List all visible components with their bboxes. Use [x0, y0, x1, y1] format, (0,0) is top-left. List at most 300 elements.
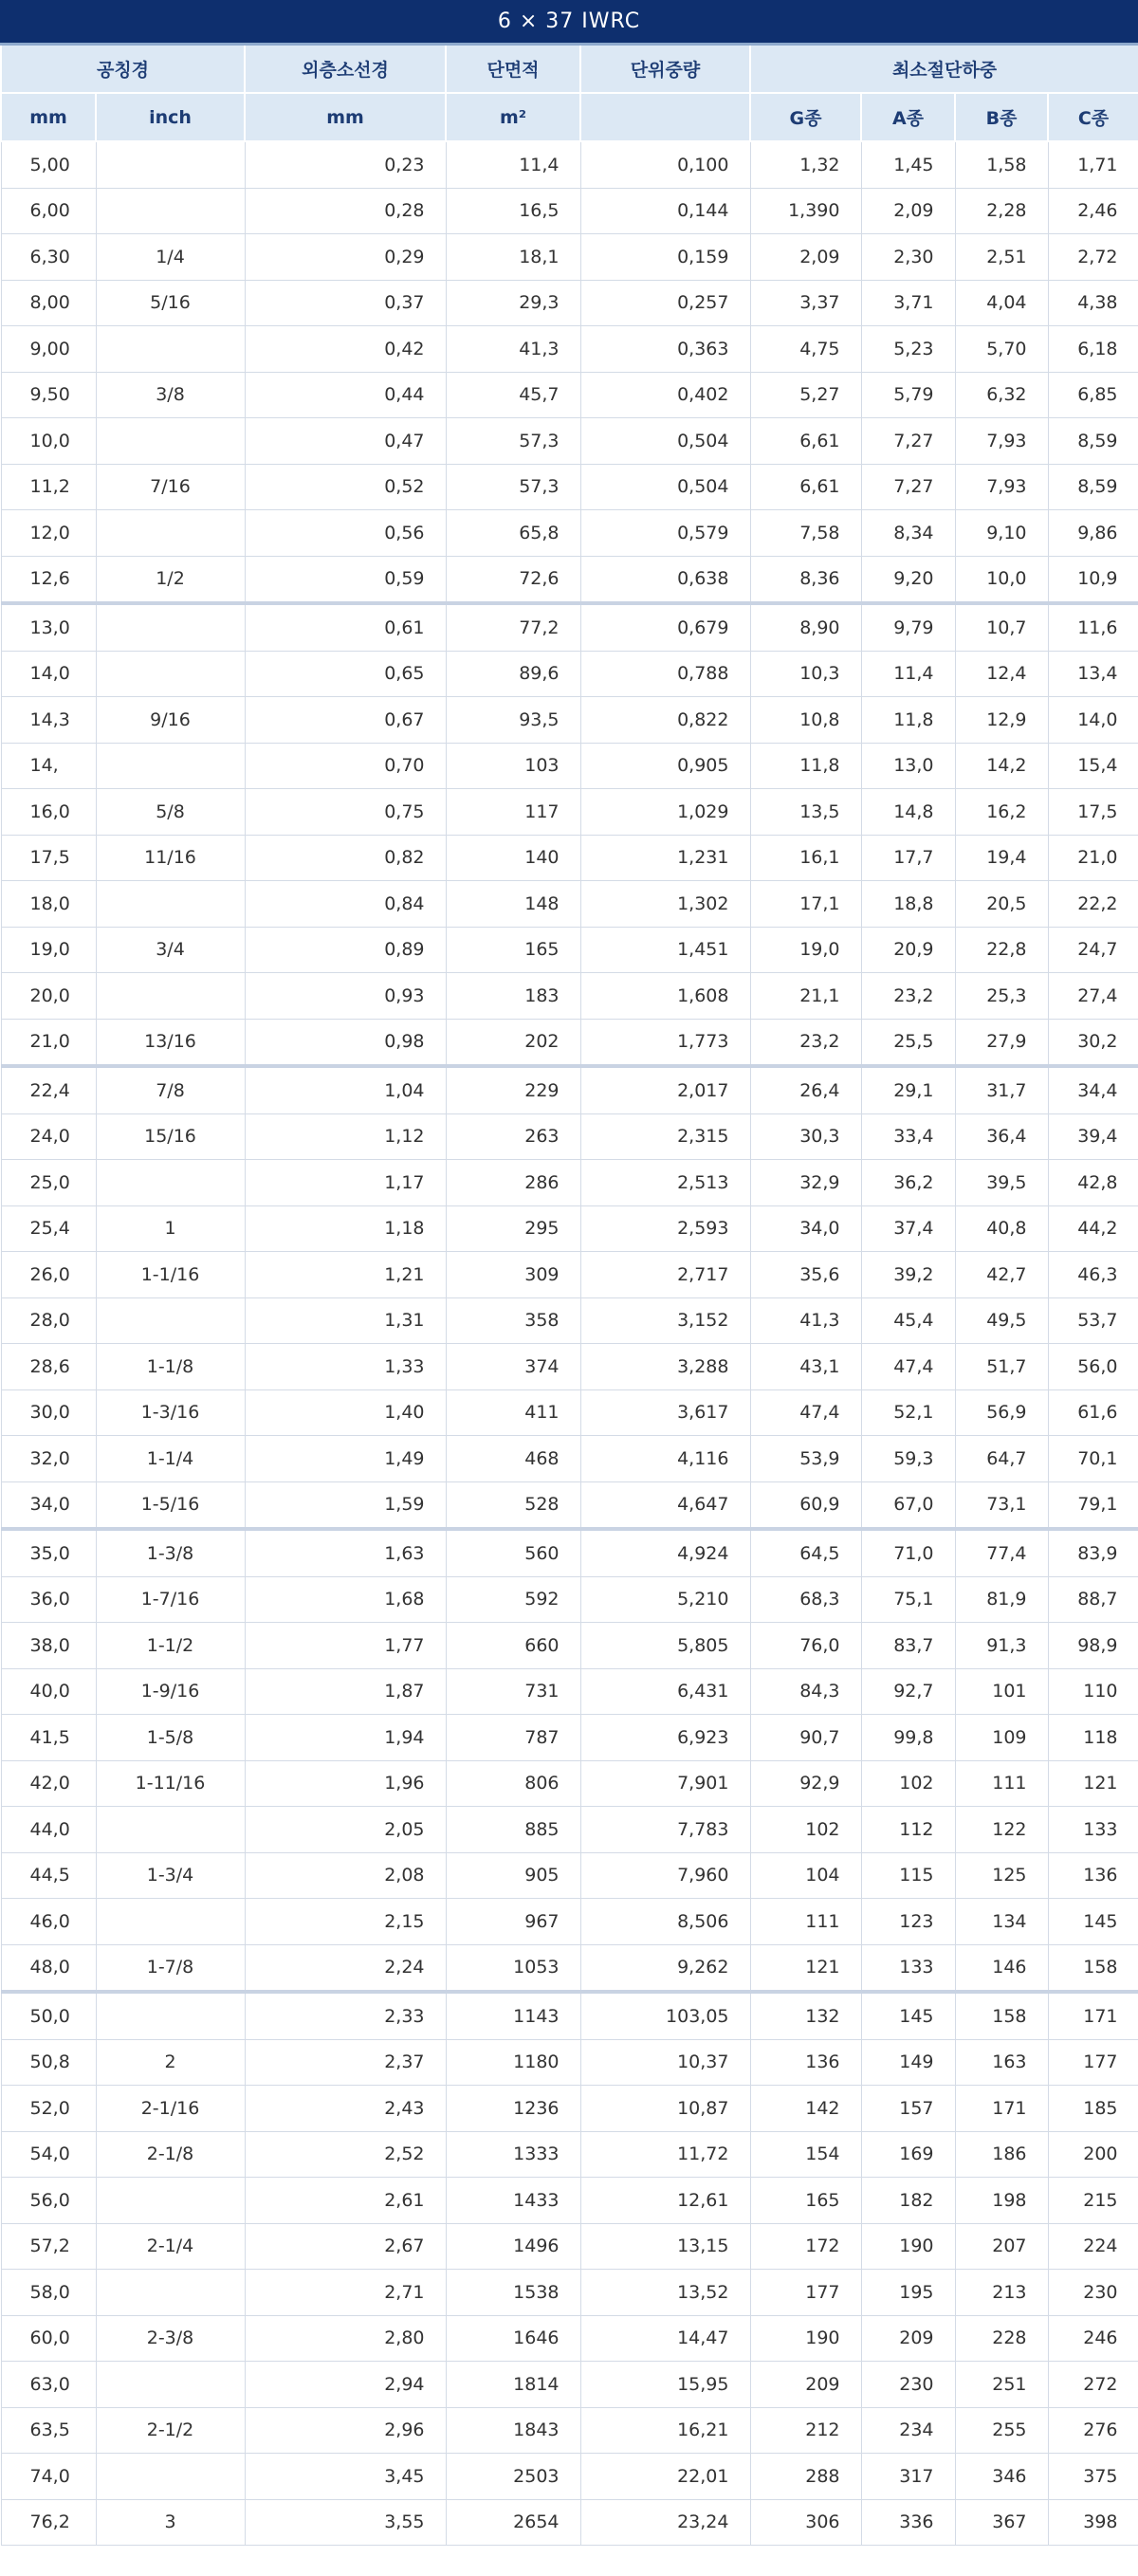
cell-nominal-inch	[96, 510, 245, 557]
cell-load-a: 123	[861, 1899, 955, 1945]
cell-nominal-mm: 28,0	[1, 1297, 96, 1344]
cell-load-b: 40,8	[955, 1205, 1048, 1252]
table-row	[1, 510, 1138, 557]
cell-load-c: 8,59	[1048, 418, 1138, 465]
cell-load-a: 23,2	[861, 973, 955, 1020]
cell-nominal-mm: 10,0	[1, 418, 96, 465]
cell-unit-weight: 2,717	[580, 1252, 750, 1298]
cell-load-b: 12,9	[955, 697, 1048, 744]
cell-load-c: 17,5	[1048, 789, 1138, 836]
cell-nominal-inch	[96, 326, 245, 373]
cell-load-b: 91,3	[955, 1623, 1048, 1669]
cell-wire-diameter: 0,42	[245, 326, 446, 373]
cell-unit-weight: 7,960	[580, 1852, 750, 1899]
cell-nominal-mm: 46,0	[1, 1899, 96, 1945]
cell-load-c: 6,18	[1048, 326, 1138, 373]
table-body	[1, 141, 1138, 2546]
cell-load-b: 73,1	[955, 1481, 1048, 1529]
cell-wire-diameter: 2,15	[245, 1899, 446, 1945]
cell-load-g: 8,36	[750, 556, 861, 603]
table-row	[1, 1992, 1138, 2039]
cell-load-b: 134	[955, 1899, 1048, 1945]
table-row	[1, 1576, 1138, 1623]
cell-load-b: 146	[955, 1944, 1048, 1992]
cell-nominal-mm: 12,6	[1, 556, 96, 603]
cell-load-g: 1,32	[750, 141, 861, 188]
cell-nominal-mm: 57,2	[1, 2223, 96, 2270]
cell-load-c: 13,4	[1048, 651, 1138, 697]
cell-nominal-mm: 11,2	[1, 464, 96, 510]
cell-wire-diameter: 2,67	[245, 2223, 446, 2270]
cell-nominal-mm: 34,0	[1, 1481, 96, 1529]
cell-wire-diameter: 0,65	[245, 651, 446, 697]
cell-load-b: 49,5	[955, 1297, 1048, 1344]
table-row	[1, 418, 1138, 465]
cell-nominal-mm: 28,6	[1, 1344, 96, 1390]
table-row	[1, 2270, 1138, 2316]
cell-load-c: 56,0	[1048, 1344, 1138, 1390]
cell-unit-weight: 1,302	[580, 881, 750, 928]
cell-wire-diameter: 2,33	[245, 1992, 446, 2039]
cell-load-a: 33,4	[861, 1113, 955, 1160]
cell-unit-weight: 0,579	[580, 510, 750, 557]
cell-load-b: 163	[955, 2039, 1048, 2086]
cell-load-a: 47,4	[861, 1344, 955, 1390]
cell-load-c: 27,4	[1048, 973, 1138, 1020]
cell-load-g: 111	[750, 1899, 861, 1945]
cell-wire-diameter: 0,47	[245, 418, 446, 465]
cell-load-c: 145	[1048, 1899, 1138, 1945]
cell-unit-weight: 1,231	[580, 835, 750, 881]
cell-load-b: 4,04	[955, 280, 1048, 326]
cell-wire-diameter: 0,70	[245, 743, 446, 789]
header-sub-grade-b: B종	[955, 93, 1048, 141]
cell-area: 1333	[446, 2131, 580, 2178]
cell-load-a: 11,8	[861, 697, 955, 744]
table-row	[1, 927, 1138, 973]
cell-nominal-inch: 1-5/16	[96, 1481, 245, 1529]
cell-area: 11,4	[446, 141, 580, 188]
cell-load-c: 39,4	[1048, 1113, 1138, 1160]
cell-load-a: 190	[861, 2223, 955, 2270]
cell-load-g: 7,58	[750, 510, 861, 557]
cell-wire-diameter: 2,05	[245, 1807, 446, 1853]
cell-nominal-inch	[96, 881, 245, 928]
cell-load-b: 6,32	[955, 372, 1048, 418]
cell-wire-diameter: 1,68	[245, 1576, 446, 1623]
cell-nominal-inch: 1-1/2	[96, 1623, 245, 1669]
cell-wire-diameter: 2,94	[245, 2362, 446, 2408]
table-row	[1, 326, 1138, 373]
cell-wire-diameter: 3,45	[245, 2454, 446, 2500]
cell-load-c: 177	[1048, 2039, 1138, 2086]
table-row	[1, 743, 1138, 789]
cell-load-g: 32,9	[750, 1160, 861, 1206]
cell-load-a: 317	[861, 2454, 955, 2500]
cell-area: 41,3	[446, 326, 580, 373]
cell-wire-diameter: 1,21	[245, 1252, 446, 1298]
cell-load-c: 24,7	[1048, 927, 1138, 973]
table-row	[1, 1344, 1138, 1390]
cell-wire-diameter: 1,77	[245, 1623, 446, 1669]
cell-nominal-inch	[96, 1992, 245, 2039]
cell-load-b: 64,7	[955, 1436, 1048, 1482]
cell-area: 905	[446, 1852, 580, 1899]
cell-wire-diameter: 0,29	[245, 234, 446, 281]
cell-load-g: 288	[750, 2454, 861, 2500]
cell-area: 1814	[446, 2362, 580, 2408]
table-row	[1, 1066, 1138, 1113]
cell-area: 103	[446, 743, 580, 789]
cell-load-a: 1,45	[861, 141, 955, 188]
cell-wire-diameter: 1,31	[245, 1297, 446, 1344]
cell-load-a: 5,23	[861, 326, 955, 373]
cell-load-g: 60,9	[750, 1481, 861, 1529]
cell-nominal-mm: 24,0	[1, 1113, 96, 1160]
cell-load-a: 336	[861, 2499, 955, 2546]
cell-unit-weight: 12,61	[580, 2178, 750, 2224]
table-row	[1, 1205, 1138, 1252]
cell-nominal-mm: 14,0	[1, 651, 96, 697]
cell-nominal-mm: 54,0	[1, 2131, 96, 2178]
cell-load-g: 306	[750, 2499, 861, 2546]
cell-unit-weight: 15,95	[580, 2362, 750, 2408]
table-row	[1, 651, 1138, 697]
cell-wire-diameter: 1,63	[245, 1529, 446, 1576]
cell-area: 16,5	[446, 188, 580, 234]
cell-load-g: 104	[750, 1852, 861, 1899]
cell-unit-weight: 22,01	[580, 2454, 750, 2500]
cell-nominal-mm: 40,0	[1, 1668, 96, 1715]
cell-area: 411	[446, 1389, 580, 1436]
cell-load-b: 125	[955, 1852, 1048, 1899]
cell-load-a: 83,7	[861, 1623, 955, 1669]
cell-load-c: 171	[1048, 1992, 1138, 2039]
table-row	[1, 2315, 1138, 2362]
cell-load-c: 4,38	[1048, 280, 1138, 326]
cell-nominal-inch: 1-1/8	[96, 1344, 245, 1390]
cell-area: 183	[446, 973, 580, 1020]
table-row	[1, 1760, 1138, 1807]
cell-nominal-inch	[96, 141, 245, 188]
cell-wire-diameter: 0,37	[245, 280, 446, 326]
table-row	[1, 1715, 1138, 1761]
cell-area: 787	[446, 1715, 580, 1761]
cell-load-g: 121	[750, 1944, 861, 1992]
cell-nominal-inch: 15/16	[96, 1113, 245, 1160]
table-row	[1, 141, 1138, 188]
cell-load-c: 15,4	[1048, 743, 1138, 789]
cell-nominal-mm: 42,0	[1, 1760, 96, 1807]
cell-load-b: 14,2	[955, 743, 1048, 789]
cell-wire-diameter: 0,67	[245, 697, 446, 744]
cell-load-b: 111	[955, 1760, 1048, 1807]
cell-wire-diameter: 2,71	[245, 2270, 446, 2316]
cell-load-g: 212	[750, 2407, 861, 2454]
cell-load-b: 16,2	[955, 789, 1048, 836]
cell-load-g: 102	[750, 1807, 861, 1853]
cell-area: 286	[446, 1160, 580, 1206]
cell-load-b: 2,51	[955, 234, 1048, 281]
cell-nominal-inch: 3	[96, 2499, 245, 2546]
table-row	[1, 1113, 1138, 1160]
cell-area: 229	[446, 1066, 580, 1113]
cell-wire-diameter: 0,84	[245, 881, 446, 928]
cell-load-b: 7,93	[955, 418, 1048, 465]
cell-load-g: 10,3	[750, 651, 861, 697]
cell-unit-weight: 1,451	[580, 927, 750, 973]
cell-nominal-mm: 26,0	[1, 1252, 96, 1298]
header-sub-grade-a: A종	[861, 93, 955, 141]
cell-load-g: 154	[750, 2131, 861, 2178]
table-row	[1, 2407, 1138, 2454]
table-row	[1, 234, 1138, 281]
cell-load-a: 157	[861, 2086, 955, 2132]
cell-load-g: 64,5	[750, 1529, 861, 1576]
table-row	[1, 2131, 1138, 2178]
cell-nominal-mm: 44,5	[1, 1852, 96, 1899]
cell-load-b: 213	[955, 2270, 1048, 2316]
cell-load-a: 234	[861, 2407, 955, 2454]
cell-unit-weight: 13,15	[580, 2223, 750, 2270]
cell-load-a: 2,09	[861, 188, 955, 234]
cell-load-c: 375	[1048, 2454, 1138, 2500]
cell-area: 528	[446, 1481, 580, 1529]
cell-load-g: 92,9	[750, 1760, 861, 1807]
cell-nominal-mm: 76,2	[1, 2499, 96, 2546]
cell-nominal-inch	[96, 1899, 245, 1945]
cell-nominal-mm: 48,0	[1, 1944, 96, 1992]
cell-wire-diameter: 0,93	[245, 973, 446, 1020]
cell-load-b: 9,10	[955, 510, 1048, 557]
cell-nominal-inch	[96, 651, 245, 697]
cell-nominal-inch	[96, 1807, 245, 1853]
cell-area: 309	[446, 1252, 580, 1298]
cell-nominal-inch: 3/8	[96, 372, 245, 418]
cell-nominal-inch: 13/16	[96, 1019, 245, 1066]
cell-wire-diameter: 0,23	[245, 141, 446, 188]
table-row	[1, 1852, 1138, 1899]
cell-area: 148	[446, 881, 580, 928]
cell-load-c: 42,8	[1048, 1160, 1138, 1206]
cell-load-a: 75,1	[861, 1576, 955, 1623]
table-row	[1, 1944, 1138, 1992]
table-row	[1, 2039, 1138, 2086]
cell-load-a: 29,1	[861, 1066, 955, 1113]
cell-nominal-mm: 25,4	[1, 1205, 96, 1252]
cell-wire-diameter: 2,43	[245, 2086, 446, 2132]
cell-load-a: 133	[861, 1944, 955, 1992]
cell-load-a: 182	[861, 2178, 955, 2224]
header-nominal-diameter: 공칭경	[1, 45, 245, 94]
cell-area: 560	[446, 1529, 580, 1576]
table-row	[1, 603, 1138, 651]
table-row	[1, 835, 1138, 881]
cell-unit-weight: 0,363	[580, 326, 750, 373]
cell-area: 1433	[446, 2178, 580, 2224]
cell-wire-diameter: 2,61	[245, 2178, 446, 2224]
cell-unit-weight: 4,116	[580, 1436, 750, 1482]
cell-load-g: 53,9	[750, 1436, 861, 1482]
cell-unit-weight: 1,773	[580, 1019, 750, 1066]
cell-area: 2654	[446, 2499, 580, 2546]
cell-load-c: 10,9	[1048, 556, 1138, 603]
cell-load-g: 6,61	[750, 418, 861, 465]
cell-load-g: 35,6	[750, 1252, 861, 1298]
cell-load-c: 8,59	[1048, 464, 1138, 510]
cell-load-b: 27,9	[955, 1019, 1048, 1066]
table-row	[1, 2178, 1138, 2224]
table-row	[1, 1436, 1138, 1482]
cell-load-c: 110	[1048, 1668, 1138, 1715]
cell-wire-diameter: 1,33	[245, 1344, 446, 1390]
cell-nominal-mm: 30,0	[1, 1389, 96, 1436]
cell-load-c: 79,1	[1048, 1481, 1138, 1529]
cell-load-g: 43,1	[750, 1344, 861, 1390]
cell-load-c: 98,9	[1048, 1623, 1138, 1669]
cell-load-b: 7,93	[955, 464, 1048, 510]
cell-nominal-mm: 38,0	[1, 1623, 96, 1669]
cell-load-b: 367	[955, 2499, 1048, 2546]
cell-load-b: 171	[955, 2086, 1048, 2132]
cell-load-b: 158	[955, 1992, 1048, 2039]
cell-unit-weight: 10,37	[580, 2039, 750, 2086]
cell-area: 1843	[446, 2407, 580, 2454]
cell-nominal-mm: 52,0	[1, 2086, 96, 2132]
cell-load-g: 34,0	[750, 1205, 861, 1252]
cell-load-c: 22,2	[1048, 881, 1138, 928]
cell-load-a: 52,1	[861, 1389, 955, 1436]
cell-nominal-mm: 21,0	[1, 1019, 96, 1066]
cell-load-a: 209	[861, 2315, 955, 2362]
cell-unit-weight: 2,017	[580, 1066, 750, 1113]
cell-unit-weight: 6,923	[580, 1715, 750, 1761]
cell-load-b: 39,5	[955, 1160, 1048, 1206]
cell-nominal-mm: 14,	[1, 743, 96, 789]
cell-nominal-inch: 5/16	[96, 280, 245, 326]
cell-nominal-inch: 1-1/4	[96, 1436, 245, 1482]
cell-unit-weight: 0,504	[580, 464, 750, 510]
cell-area: 72,6	[446, 556, 580, 603]
cell-nominal-mm: 63,5	[1, 2407, 96, 2454]
cell-nominal-inch	[96, 2362, 245, 2408]
cell-load-g: 132	[750, 1992, 861, 2039]
cell-load-g: 6,61	[750, 464, 861, 510]
cell-nominal-mm: 60,0	[1, 2315, 96, 2362]
table-row	[1, 789, 1138, 836]
cell-load-c: 1,71	[1048, 141, 1138, 188]
cell-load-a: 45,4	[861, 1297, 955, 1344]
cell-unit-weight: 2,315	[580, 1113, 750, 1160]
cell-nominal-mm: 13,0	[1, 603, 96, 651]
cell-wire-diameter: 0,89	[245, 927, 446, 973]
cell-unit-weight: 14,47	[580, 2315, 750, 2362]
table-row	[1, 2499, 1138, 2546]
cell-area: 1646	[446, 2315, 580, 2362]
cell-nominal-mm: 18,0	[1, 881, 96, 928]
cell-area: 57,3	[446, 464, 580, 510]
cell-area: 165	[446, 927, 580, 973]
spec-table	[0, 43, 1138, 2546]
cell-nominal-mm: 50,8	[1, 2039, 96, 2086]
cell-load-b: 20,5	[955, 881, 1048, 928]
cell-nominal-mm: 9,50	[1, 372, 96, 418]
cell-unit-weight: 8,506	[580, 1899, 750, 1945]
cell-unit-weight: 3,617	[580, 1389, 750, 1436]
cell-wire-diameter: 1,96	[245, 1760, 446, 1807]
cell-load-g: 26,4	[750, 1066, 861, 1113]
cell-load-g: 90,7	[750, 1715, 861, 1761]
cell-area: 1053	[446, 1944, 580, 1992]
cell-nominal-mm: 9,00	[1, 326, 96, 373]
cell-unit-weight: 5,210	[580, 1576, 750, 1623]
cell-wire-diameter: 2,80	[245, 2315, 446, 2362]
cell-load-g: 11,8	[750, 743, 861, 789]
cell-area: 65,8	[446, 510, 580, 557]
cell-load-a: 115	[861, 1852, 955, 1899]
cell-nominal-mm: 32,0	[1, 1436, 96, 1482]
cell-nominal-inch: 2-1/4	[96, 2223, 245, 2270]
cell-load-g: 4,75	[750, 326, 861, 373]
cell-unit-weight: 0,144	[580, 188, 750, 234]
cell-area: 93,5	[446, 697, 580, 744]
cell-nominal-inch: 1-9/16	[96, 1668, 245, 1715]
cell-load-c: 61,6	[1048, 1389, 1138, 1436]
cell-load-g: 3,37	[750, 280, 861, 326]
cell-load-g: 68,3	[750, 1576, 861, 1623]
cell-nominal-mm: 74,0	[1, 2454, 96, 2500]
cell-load-a: 13,0	[861, 743, 955, 789]
cell-load-c: 70,1	[1048, 1436, 1138, 1482]
cell-nominal-mm: 12,0	[1, 510, 96, 557]
cell-wire-diameter: 2,08	[245, 1852, 446, 1899]
cell-load-g: 2,09	[750, 234, 861, 281]
table-row	[1, 188, 1138, 234]
cell-wire-diameter: 1,87	[245, 1668, 446, 1715]
cell-load-g: 17,1	[750, 881, 861, 928]
cell-nominal-inch: 1-3/16	[96, 1389, 245, 1436]
table-row	[1, 1019, 1138, 1066]
cell-wire-diameter: 0,59	[245, 556, 446, 603]
cell-nominal-inch	[96, 188, 245, 234]
table-row	[1, 2086, 1138, 2132]
cell-unit-weight: 11,72	[580, 2131, 750, 2178]
cell-load-a: 25,5	[861, 1019, 955, 1066]
cell-area: 1538	[446, 2270, 580, 2316]
cell-load-g: 190	[750, 2315, 861, 2362]
cell-load-b: 207	[955, 2223, 1048, 2270]
table-row	[1, 973, 1138, 1020]
cell-load-a: 67,0	[861, 1481, 955, 1529]
cell-load-b: 36,4	[955, 1113, 1048, 1160]
table-row	[1, 372, 1138, 418]
cell-wire-diameter: 1,17	[245, 1160, 446, 1206]
cell-nominal-inch: 1-5/8	[96, 1715, 245, 1761]
cell-load-b: 1,58	[955, 141, 1048, 188]
cell-unit-weight: 13,52	[580, 2270, 750, 2316]
cell-load-g: 19,0	[750, 927, 861, 973]
cell-nominal-inch: 1/4	[96, 234, 245, 281]
cell-nominal-inch: 9/16	[96, 697, 245, 744]
cell-load-g: 16,1	[750, 835, 861, 881]
cell-area: 295	[446, 1205, 580, 1252]
cell-load-g: 165	[750, 2178, 861, 2224]
cell-load-g: 142	[750, 2086, 861, 2132]
cell-area: 1496	[446, 2223, 580, 2270]
cell-unit-weight: 103,05	[580, 1992, 750, 2039]
header-unit-weight: 단위중량	[580, 45, 750, 94]
cell-nominal-inch: 1	[96, 1205, 245, 1252]
